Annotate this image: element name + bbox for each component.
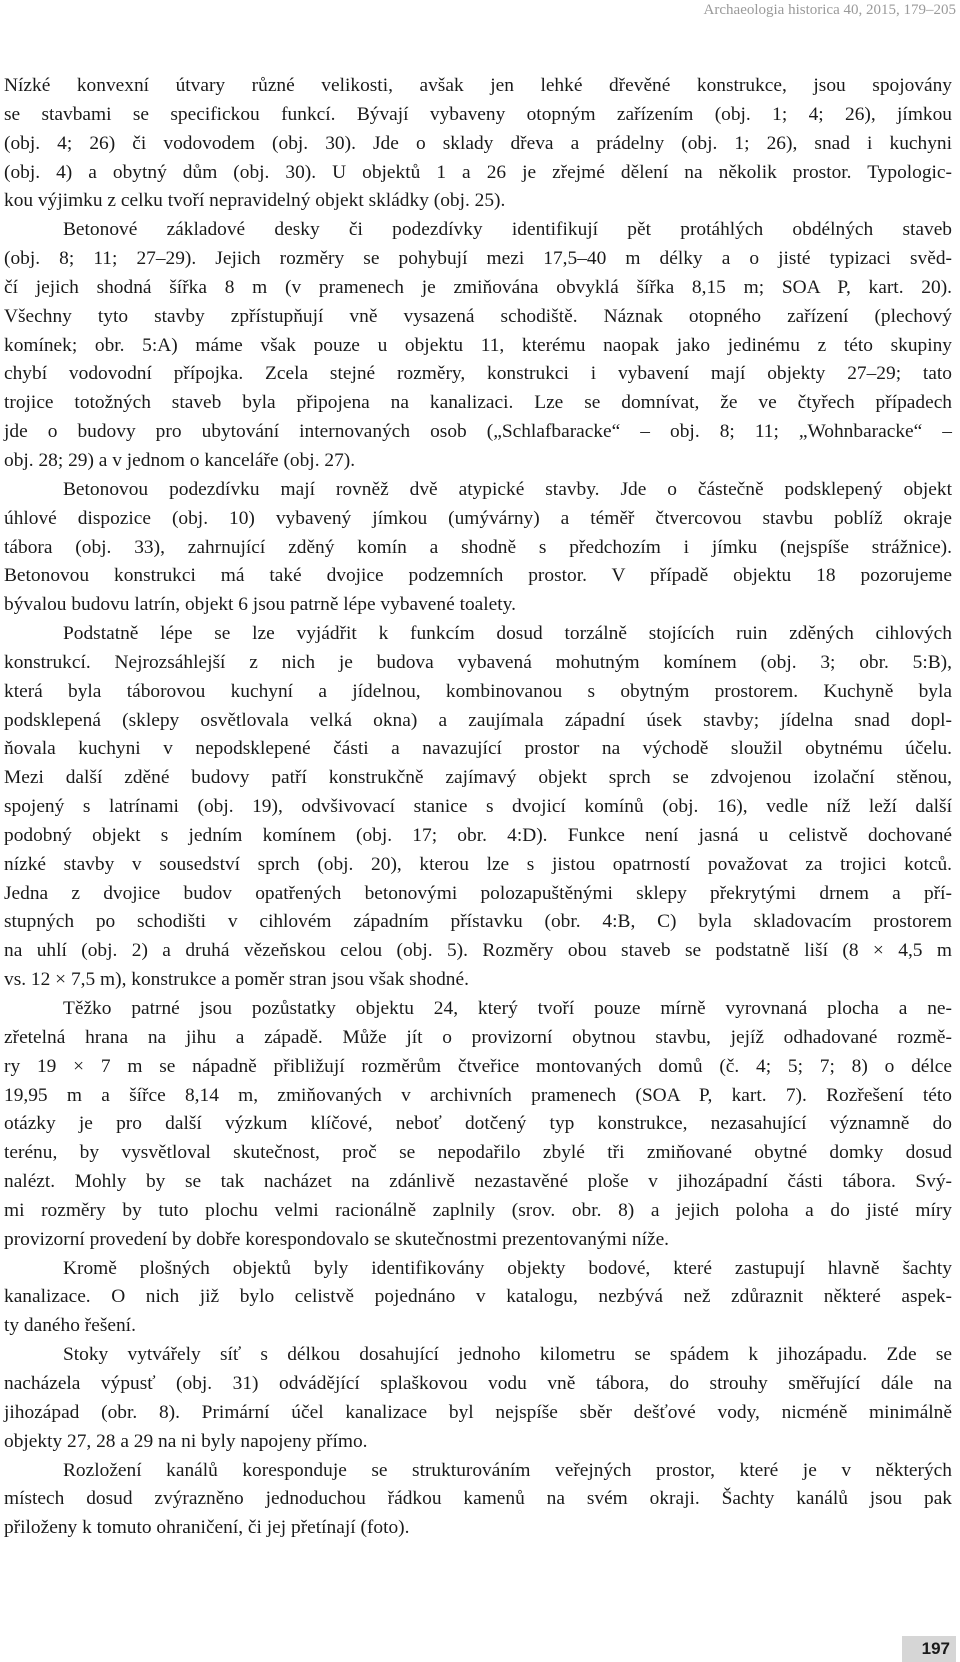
- text-line: místech dosud zvýrazněno jednoduchou řádkou kamenů na svém okraji. Šachty kanálů jsou pak: [4, 1488, 952, 1510]
- text-line: tábora (obj. 33), zahrnující zděný komín a shodně s předchozím i jímku (nejspíše strážnice).: [4, 536, 952, 558]
- text-line: kanalizace. O nich již bylo celistvě pojednáno v katalogu, nezbývá než zdůraznit některé aspek-: [4, 1286, 952, 1308]
- text-line: jihozápad (obr. 8). Primární účel kanalizace byl nejspíše sběr dešťové vody, nicméně minimálně: [4, 1401, 952, 1423]
- text-line: provizorní provedení by dobře korespondovalo se skutečnostmi prezentovanými níže.: [4, 1228, 670, 1250]
- text-line: ty daného řešení.: [4, 1315, 136, 1337]
- text-line: přiloženy k tomuto ohraničení, či jej přetínají (foto).: [4, 1517, 410, 1539]
- paragraph: [4, 620, 952, 995]
- running-head: Archaeologia historica 40, 2015, 179–205: [703, 2, 956, 18]
- text-line: obj. 28; 29) a v jednom o kanceláře (obj. 27).: [4, 449, 356, 471]
- text-line: Jedna z dvojice budov opatřených betonovými polozapuštěnými sklepy překrytými drnem a pří-: [4, 882, 952, 904]
- text-line: nízké stavby v sousedství sprch (obj. 20), kterou lze s jistou opatrností považovat za trojici kotců.: [4, 853, 952, 875]
- text-line: komínek; obr. 5:A) máme však pouze u objektu 11, kterému naopak jako jedinému z této skupiny: [4, 334, 952, 356]
- text-line: Betonovou konstrukci má také dvojice podzemních prostor. V případě objektu 18 pozorujeme: [4, 565, 952, 587]
- text-line: se stavbami se specifickou funkcí. Bývají vybaveny otopným zařízením (obj. 1; 4; 26), jímkou: [4, 103, 952, 125]
- paragraph: [4, 995, 952, 1255]
- text-line: zřetelná hrana na jihu a západě. Může jít o provizorní obytnou stavbu, jejíž odhadované rozmě-: [4, 1026, 952, 1048]
- text-line: bývalou budovu latrín, objekt 6 jsou patrně lépe vybavené toalety.: [4, 594, 516, 616]
- text-line: Betonovou podezdívku mají rovněž dvě atypické stavby. Jde o částečně podsklepený objekt: [63, 478, 952, 500]
- text-line: Všechny tyto stavby zpřístupňují vně vysazená schodiště. Náznak otopného zařízení (plechový: [4, 305, 952, 327]
- text-line: (obj. 8; 11; 27–29). Jejich rozměry se pohybují mezi 17,5–40 m délky a o jisté typizaci svěd-: [4, 248, 952, 270]
- text-line: nacházela výpusť (obj. 31) odvádějící splaškovou vodu vně tábora, do strouhy směřující dále na: [4, 1372, 952, 1394]
- text-line: jde o budovy pro ubytování internovaných osob („Schlafbaracke“ – obj. 8; 11; „Wohnbaracke“ –: [4, 421, 952, 443]
- text-line: ňovala kuchyni v nepodsklepené části a navazující prostor na východě sloužil obytnému účelu.: [4, 738, 952, 760]
- text-line: Nízké konvexní útvary různé velikosti, avšak jen lehké dřevěné konstrukce, jsou spojovány: [4, 75, 952, 96]
- page-number: 197: [902, 1636, 956, 1662]
- text-line: otázky je pro další výzkum klíčové, neboť dotčený typ konstrukce, nezasahující významně do: [4, 1113, 952, 1135]
- text-line: trojice totožných staveb byla připojena na kanalizaci. Lze se domnívat, že ve čtyřech případech: [4, 392, 952, 414]
- text-line: Betonové základové desky či podezdívky identifikují pět protáhlých obdélných staveb: [63, 219, 952, 241]
- paragraph: [4, 476, 952, 620]
- text-line: konstrukcí. Nejrozsáhlejší z nich je budova vybavená mohutným komínem (obj. 3; obr. 5:B),: [4, 651, 952, 673]
- text-line: která byla táborovou kuchyní a jídelnou, kombinovanou s obytným prostorem. Kuchyně byla: [4, 680, 952, 702]
- text-line: Rozložení kanálů koresponduje se strukturováním veřejných prostor, které je v některých: [63, 1459, 952, 1481]
- text-line: na uhlí (obj. 2) a druhá vězeňskou celou (obj. 5). Rozměry obou staveb se podstatně liší (8 × 4,5 m: [4, 940, 952, 962]
- text-line: (obj. 4) a obytný dům (obj. 30). U objektů 1 a 26 je zřejmé dělení na několik prostor. Typologic-: [4, 161, 952, 183]
- paragraph: [4, 1457, 952, 1544]
- paragraph: [4, 1341, 952, 1456]
- text-line: kou výjimku z celku tvoří nepravidelný objekt skládky (obj. 25).: [4, 190, 506, 212]
- text-line: Mezi další zděné budovy patří konstrukčně zajímavý objekt sprch se zdvojenou izolační stěnou,: [4, 767, 952, 789]
- text-line: (obj. 4; 26) či vodovodem (obj. 30). Jde o sklady dřeva a prádelny (obj. 1; 26), snad i kuchyni: [4, 132, 952, 154]
- text-line: podobný objekt s jedním komínem (obj. 17; obr. 4:D). Funkce není jasná u celistvě dochované: [4, 824, 952, 846]
- text-line: čí jejich shodná šířka 8 m (v pramenech je zmiňována obvyklá šířka 8,15 m; SOA P, kart. 20).: [4, 276, 952, 298]
- text-line: podsklepená (sklepy osvětlovala velká okna) a zaujímala západní úsek stavby; jídelna snad dopl-: [4, 709, 952, 731]
- text-line: ry 19 × 7 m se nápadně přibližují rozměrům čtveřice montovaných domů (č. 4; 5; 7; 8) o délce: [4, 1055, 952, 1077]
- text-line: spojený s latrínami (obj. 19), odvšivovací stanice s dvojicí komínů (obj. 16), vedle níž leží další: [4, 796, 952, 818]
- paragraph: [4, 72, 952, 216]
- text-line: Stoky vytvářely síť s délkou dosahující jednoho kilometru se spádem k jihozápadu. Zde se: [63, 1344, 952, 1366]
- text-line: Podstatně lépe se lze vyjádřit k funkcím dosud torzálně stojících ruin zděných cihlových: [63, 623, 952, 645]
- text-line: vs. 12 × 7,5 m), konstrukce a poměr stran jsou však shodné.: [4, 969, 469, 991]
- text-line: chybí vodovodní přípojka. Zcela stejné rozměry, konstrukci i vybavení mají objekty 27–29; tato: [4, 363, 952, 385]
- text-line: stupných po schodišti v cihlovém západním přístavku (obr. 4:B, C) byla skladovacím prostorem: [4, 911, 952, 933]
- paragraph: [4, 1255, 952, 1342]
- article-body: [4, 72, 952, 1543]
- text-line: Kromě plošných objektů byly identifikovány objekty bodové, které zastupují hlavně šachty: [63, 1257, 952, 1279]
- text-line: terénu, by vysvětloval skutečnost, proč se nepodařilo zbylé tři zmiňované obytné domky dosud: [4, 1142, 952, 1164]
- paragraph: [4, 216, 952, 476]
- text-line: 19,95 m a šířce 8,14 m, zmiňovaných v archivních pramenech (SOA P, kart. 7). Rozřešení této: [4, 1084, 952, 1106]
- text-line: Těžko patrné jsou pozůstatky objektu 24, který tvoří pouze mírně vyrovnaná plocha a ne-: [63, 998, 952, 1019]
- text-line: mi rozměry by tuto plochu velmi racionálně zaplnily (srov. obr. 8) a jejich poloha a do jisté míry: [4, 1199, 952, 1221]
- text-line: úhlové dispozice (obj. 10) vybavený jímkou (umývárny) a téměř čtvercovou stavbu poblíž okraje: [4, 507, 952, 529]
- text-line: objekty 27, 28 a 29 na ni byly napojeny přímo.: [4, 1430, 368, 1452]
- text-line: nalézt. Mohly by se tak nacházet na zdánlivě nezastavěné ploše v jihozápadní části tábora. Svý-: [4, 1171, 952, 1193]
